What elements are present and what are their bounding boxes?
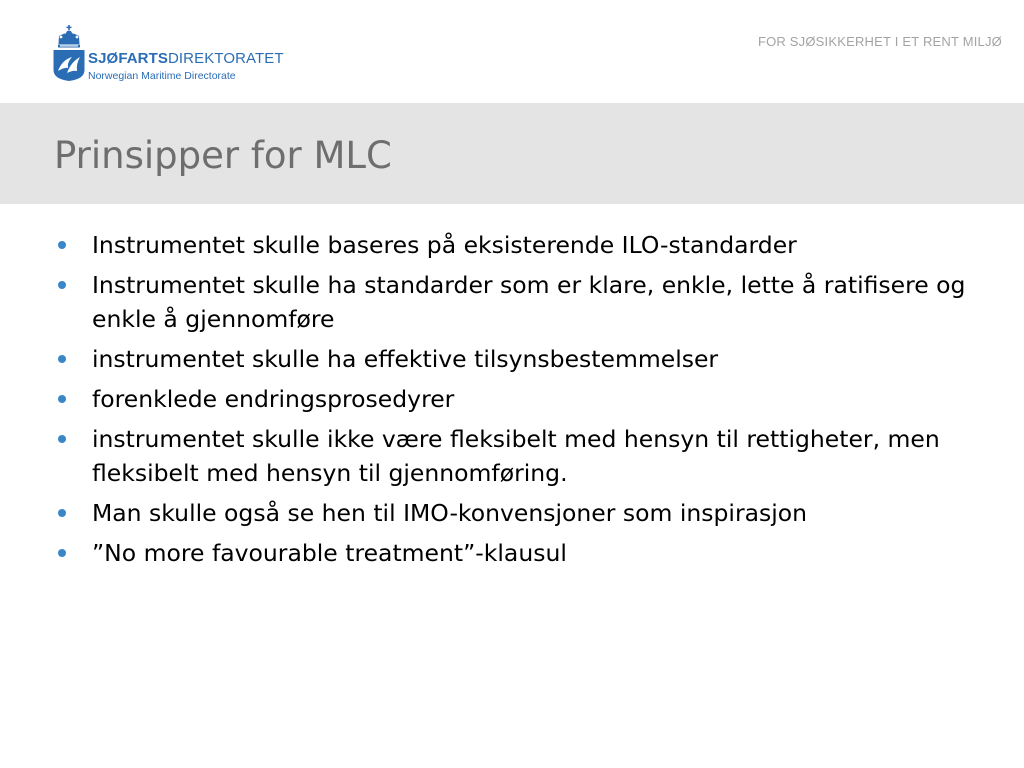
title-band [0,103,1024,204]
bullet-text: Instrumentet skulle ha standarder som er klare, enkle, lette å ratifisere og enkle å gjennomføre [92,271,966,333]
logo-name-regular: DIREKTORATET [167,50,284,67]
bullet-dot-icon [58,281,66,289]
logo-subtitle: Norwegian Maritime Directorate [88,70,236,82]
bullet-dot-icon [58,549,66,557]
slogan: FOR SJØSIKKERHET I ET RENT MILJØ [757,34,1002,49]
bullet-list [54,228,974,576]
bullet-item [54,382,974,416]
bullet-item [54,536,974,570]
bullet-item [54,422,974,490]
bullet-item [54,496,974,530]
sjofartsdirektoratet-logo [52,24,292,84]
bullet-dot-icon [58,435,66,443]
logo-name-bold: SJØFARTS [88,50,168,67]
bullet-item [54,342,974,376]
bullet-item [54,228,974,262]
bullet-text: Man skulle også se hen til IMO-konvensjoner som inspirasjon [92,499,808,527]
bullet-text: forenklede endringsprosedyrer [92,385,455,413]
bullet-item [54,268,974,336]
bullet-text: instrumentet skulle ha effektive tilsynsbestemmelser [92,345,719,373]
bullet-text: ”No more favourable treatment”-klausul [92,539,567,567]
bullet-dot-icon [58,355,66,363]
logo-wordmark [88,51,284,67]
bullet-text: instrumentet skulle ikke være fleksibelt med hensyn til rettigheter, men fleksibelt med hensyn til gjennomføring. [92,425,940,487]
crown-shield-logo-icon [52,24,86,82]
bullet-dot-icon [58,395,66,403]
bullet-text: Instrumentet skulle baseres på eksisterende ILO-standarder [92,231,797,259]
slide-title: Prinsipper for MLC [54,134,392,177]
bullet-dot-icon [58,509,66,517]
bullet-dot-icon [58,241,66,249]
